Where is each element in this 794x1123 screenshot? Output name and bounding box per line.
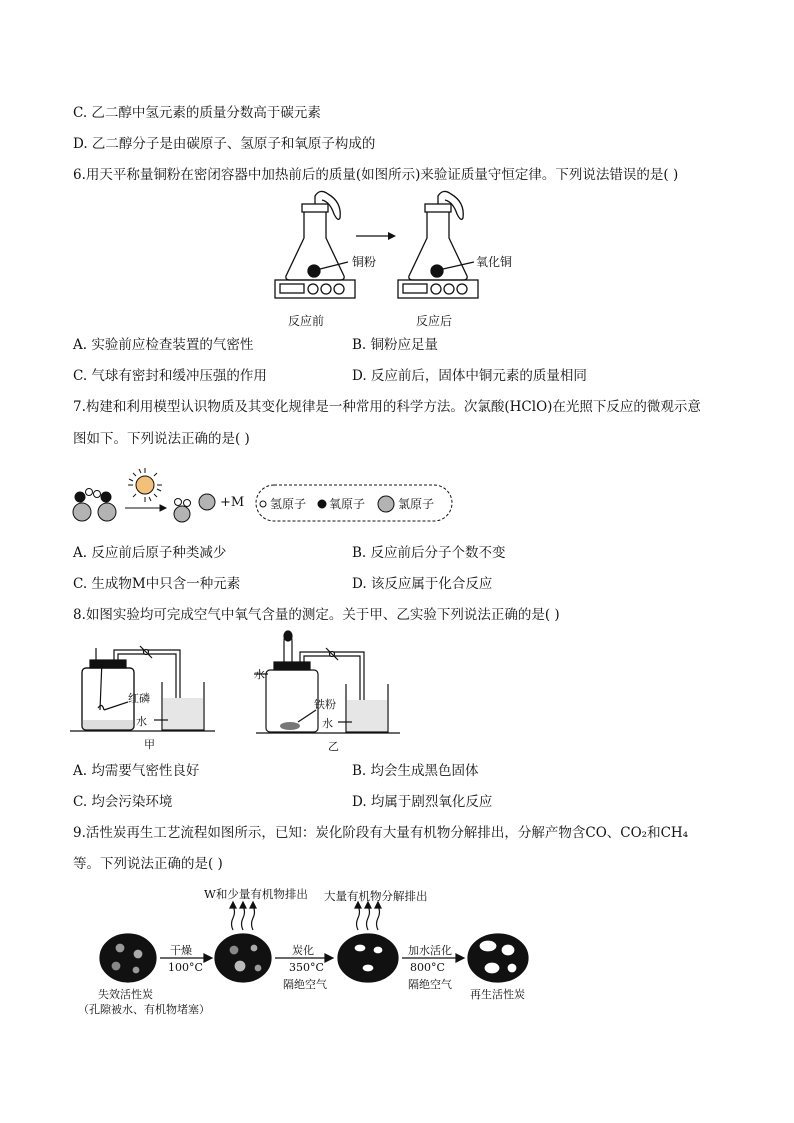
q8-figure xyxy=(70,630,430,755)
q5-option-c: C. 乙二醇中氢元素的质量分数高于碳元素 xyxy=(73,105,321,121)
label-copper-powder: 铜粉 xyxy=(352,255,377,269)
label-100c: 100°C xyxy=(168,961,203,974)
label-red-phosphorus: 红磷 xyxy=(128,692,150,705)
q6-option-d: D. 反应前后，固体中铜元素的质量相同 xyxy=(352,368,587,384)
label-water-activation: 加水活化 xyxy=(408,944,452,957)
label-dry: 干燥 xyxy=(170,944,192,957)
caption-yi: 乙 xyxy=(328,740,339,753)
q6-stem: 6.用天平称量铜粉在密闭容器中加热前后的质量(如图所示)来验证质量守恒定律。下列说法错误的是( ) xyxy=(73,167,679,183)
label-water-yi: 水 xyxy=(322,717,333,730)
q8-option-d: D. 均属于剧烈氧化反应 xyxy=(352,794,493,810)
label-w-organics-out: W和少量有机物排出 xyxy=(204,887,308,901)
q8-option-c: C. 均会污染环境 xyxy=(73,794,173,810)
caption-before-reaction: 反应前 xyxy=(288,314,325,328)
plus-m-label: +M xyxy=(220,495,245,510)
q6-option-c: C. 气球有密封和缓冲压强的作用 xyxy=(73,368,267,384)
label-water-dropper: 水 xyxy=(254,668,265,681)
label-organics-decomposed: 大量有机物分解排出 xyxy=(324,889,428,903)
legend-chlorine-atom: 氯原子 xyxy=(398,497,435,511)
label-copper-oxide: 氧化铜 xyxy=(476,255,513,269)
q7-option-d: D. 该反应属于化合反应 xyxy=(352,576,493,592)
q7-option-c: C. 生成物M中只含一种元素 xyxy=(73,576,241,592)
q9-figure xyxy=(78,880,548,1020)
q8-option-a: A. 均需要气密性良好 xyxy=(73,763,200,779)
q9-stem-line1: 9.活性炭再生工艺流程如图所示，已知：炭化阶段有大量有机物分解排出，分解产物含CO、CO₂和CH₄ xyxy=(73,825,689,841)
hclo-micro-diagram xyxy=(70,460,460,526)
label-iron-powder: 铁粉 xyxy=(314,698,336,711)
q6-option-b: B. 铜粉应足量 xyxy=(352,337,439,353)
label-350c: 350°C xyxy=(289,961,324,974)
q7-stem-line1: 7.构建和利用模型认识物质及其变化规律是一种常用的科学方法。次氯酸(HClO)在光照下反应的微观示意 xyxy=(73,399,701,415)
caption-jia: 甲 xyxy=(144,738,155,751)
q7-stem-line2: 图如下。下列说法正确的是( ) xyxy=(73,431,250,447)
q6-figure xyxy=(270,188,540,333)
q6-option-a: A. 实验前应检查装置的气密性 xyxy=(73,337,254,353)
label-pores-blocked: （孔隙被水、有机物堵塞） xyxy=(78,1003,210,1016)
q8-option-b: B. 均会生成黑色固体 xyxy=(352,763,479,779)
legend-hydrogen-atom: 氢原子 xyxy=(270,497,307,511)
label-water-jia: 水 xyxy=(136,715,147,728)
label-spent-carbon: 失效活性炭 xyxy=(98,988,153,1001)
q7-figure xyxy=(70,460,460,526)
label-regenerated-carbon: 再生活性炭 xyxy=(470,988,525,1001)
label-isolate-air-2: 隔绝空气 xyxy=(408,978,452,991)
label-carbonize: 炭化 xyxy=(292,944,314,957)
q7-option-b: B. 反应前后分子个数不变 xyxy=(352,545,506,561)
q9-stem-line2: 等。下列说法正确的是( ) xyxy=(73,856,223,872)
caption-after-reaction: 反应后 xyxy=(416,314,453,328)
legend-oxygen-atom: 氧原子 xyxy=(329,497,366,511)
q5-option-d: D. 乙二醇分子是由碳原子、氢原子和氧原子构成的 xyxy=(73,136,376,152)
q8-stem: 8.如图实验均可完成空气中氧气含量的测定。关于甲、乙实验下列说法正确的是( ) xyxy=(73,607,560,623)
oxygen-measurement-apparatus xyxy=(70,630,430,755)
label-800c: 800°C xyxy=(410,961,445,974)
label-isolate-air-1: 隔绝空气 xyxy=(283,978,327,991)
q7-option-a: A. 反应前后原子种类减少 xyxy=(73,545,227,561)
